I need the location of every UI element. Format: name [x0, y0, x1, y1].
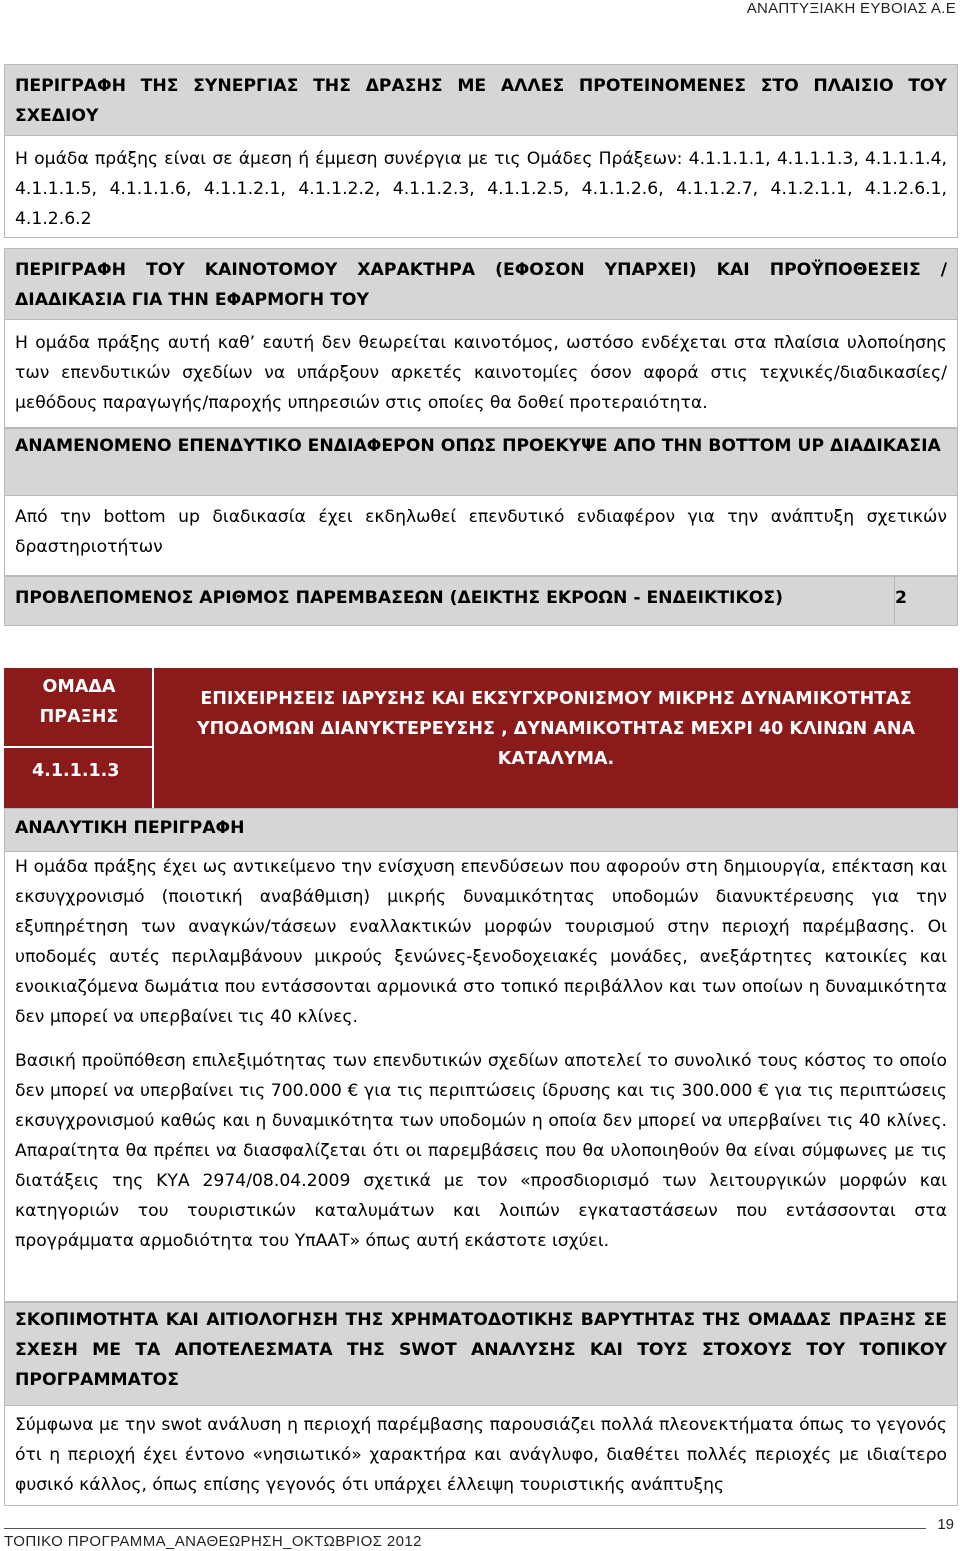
action-group-divider	[4, 746, 154, 748]
swot-heading-cell	[4, 1302, 958, 1406]
footer-text: ΤΟΠΙΚΟ ΠΡΟΓΡΑΜΜΑ_ΑΝΑΘΕΩΡΗΣΗ_ΟΚΤΩΒΡΙΟΣ 2012	[4, 1533, 422, 1550]
innovation-title: ΠΕΡΙΓΡΑΦΗ ΤΟΥ ΚΑΙΝΟΤΟΜΟΥ ΧΑΡΑΚΤΗΡΑ (ΕΦΟΣΟΝ ΥΠΑΡΧΕΙ) ΚΑΙ ΠΡΟΫΠΟΘΕΣΕΙΣ / ΔΙΑΔΙΚΑΣΙΑ ΓΙΑ ΤΗΝ ΕΦΑΡΜΟΓΗ ΤΟΥ	[15, 260, 947, 310]
synergy-text: Η ομάδα πράξης είναι σε άμεση ή έμμεση συνέργια με τις Ομάδες Πράξεων: 4.1.1.1.1, 4.1.1.1.3, 4.1.1.1.4, 4.1.1.1.5, 4.1.1.1.6, 4.1.1.2.1, 4.1.1.2.2, 4.1.1.2.3, 4.1.1.2.5, 4.1.1.2.6, 4.1.1.2.7, 4.1.2.1.1, 4.1.2.6.1, 4.1.2.6.2	[15, 149, 947, 229]
action-group-header	[4, 668, 958, 808]
innovation-heading-cell	[4, 248, 958, 320]
swot-title: ΣΚΟΠΙΜΟΤΗΤΑ ΚΑΙ ΑΙΤΙΟΛΟΓΗΣΗ ΤΗΣ ΧΡΗΜΑΤΟΔΟΤΙΚΗΣ ΒΑΡΥΤΗΤΑΣ ΤΗΣ ΟΜΑΔΑΣ ΠΡΑΞΗΣ ΣΕ ΣΧΕΣΗ ΜΕ ΤΑ ΑΠΟΤΕΛΕΣΜΑΤΑ ΤΗΣ SWOT ΑΝΑΛΥΣΗΣ ΚΑΙ ΤΟΥΣ ΣΤΟΧΟΥΣ ΤΟΥ ΤΟΠΙΚΟΥ ΠΡΟΓΡΑΜΜΑΤΟΣ	[15, 1310, 947, 1390]
description-body-cell	[4, 852, 958, 1302]
synergy-heading-cell	[4, 64, 958, 136]
description-title: ΑΝΑΛΥΤΙΚΗ ΠΕΡΙΓΡΑΦΗ	[15, 818, 245, 838]
interest-text: Από την bottom up διαδικασία έχει εκδηλωθεί επενδυτικό ενδιαφέρον για την ανάπτυξη σχετικών δραστηριοτήτων	[15, 507, 947, 557]
action-group-code: 4.1.1.1.3	[32, 761, 120, 781]
swot-text: Σύμφωνα με την swot ανάλυση η περιοχή παρέμβασης παρουσιάζει πολλά πλεονεκτήματα όπως το γεγονός ότι η περιοχή έχει έντονο «νησιωτικό» χαρακτήρα και ανάγλυφο, διαθέτει πολλές περιοχές με ιδιαίτερο φυσικό κάλλος, όπως επίσης γεγονός ότι υπάρχει έλλειψη τουριστικής ανάπτυξης	[15, 1415, 947, 1495]
swot-body-cell	[4, 1406, 958, 1506]
interest-title: ΑΝΑΜΕΝΟΜΕΝΟ ΕΠΕΝΔΥΤΙΚΟ ΕΝΔΙΑΦΕΡΟΝ ΟΠΩΣ ΠΡΟΕΚΥΨΕ ΑΠΟ ΤΗΝ BOTTOM UP ΔΙΑΔΙΚΑΣΙΑ	[15, 436, 941, 456]
innovation-text: Η ομάδα πράξης αυτή καθ’ εαυτή δεν θεωρείται καινοτόμος, ωστόσο ενδέχεται στα πλαίσια υλοποίησης των επενδυτικών σχεδίων να υπάρξουν αρκετές καινοτομίες όσον αφορά στις τεχνικές/διαδικασίες/μεθόδους παραγωγής/παροχής υπηρεσιών στις οποίες θα δοθεί προτεραιότητα.	[15, 333, 947, 413]
synergy-title: ΠΕΡΙΓΡΑΦΗ ΤΗΣ ΣΥΝΕΡΓΙΑΣ ΤΗΣ ΔΡΑΣΗΣ ΜΕ ΑΛΛΕΣ ΠΡΟΤΕΙΝΟΜΕΝΕΣ ΣΤΟ ΠΛΑΙΣΙΟ ΤΟΥ ΣΧΕΔΙΟΥ	[15, 76, 947, 126]
synergy-body-cell	[4, 136, 958, 238]
interest-heading-cell	[4, 428, 958, 496]
organization-header: ΑΝΑΠΤΥΞΙΑΚΗ ΕΥΒΟΙΑΣ Α.Ε	[746, 0, 956, 17]
interest-body-cell	[4, 496, 958, 576]
interventions-label: ΠΡΟΒΛΕΠΟΜΕΝΟΣ ΑΡΙΘΜΟΣ ΠΑΡΕΜΒΑΣΕΩΝ (ΔΕΙΚΤΗΣ ΕΚΡΟΩΝ - ΕΝΔΕΙΚΤΙΚΟΣ)	[5, 577, 895, 625]
page-number: 19	[937, 1516, 954, 1533]
description-paragraph-1: Η ομάδα πράξης έχει ως αντικείμενο την ενίσχυση επενδύσεων που αφορούν στη δημιουργία, επέκταση και εκσυγχρονισμό (ποιοτική αναβάθμιση) μικρής δυναμικότητας υποδομών διανυκτέρευσης για την εξυπηρέτηση των αναγκών/τάσεων εναλλακτικών μορφών τουρισμού στην περιοχή παρέμβασης. Οι υποδομές αυτές περιλαμβάνουν μικρούς ξενώνες-ξενοδοχειακές μονάδες, ανεξάρτητες κατοικίες και ενοικιαζόμενα δωμάτια που εντάσσονται αρμονικά στο τοπικό περιβάλλον και των οποίων η δυναμικότητα δεν μπορεί να υπερβαίνει τις 40 κλίνες.	[15, 857, 947, 1027]
interventions-value: 2	[895, 588, 907, 608]
innovation-body-cell	[4, 320, 958, 428]
description-heading-cell	[4, 808, 958, 852]
interventions-row	[4, 576, 958, 626]
action-group-title: ΕΠΙΧΕΙΡΗΣΕΙΣ ΙΔΡΥΣΗΣ ΚΑΙ ΕΚΣΥΓΧΡΟΝΙΣΜΟΥ ΜΙΚΡΗΣ ΔΥΝΑΜΙΚΟΤΗΤΑΣ ΥΠΟΔΟΜΩΝ ΔΙΑΝΥΚΤΕΡΕΥΣΗΣ , ΔΥΝΑΜΙΚΟΤΗΤΑΣ ΜΕΧΡΙ 40 ΚΛΙΝΩΝ ΑΝΑ ΚΑΤΑΛΥΜΑ.	[196, 689, 916, 769]
footer-rule	[4, 1528, 926, 1529]
description-paragraph-2: Βασική προϋπόθεση επιλεξιμότητας των επενδυτικών σχεδίων αποτελεί το συνολικό τους κόστος το οποίο δεν μπορεί να υπερβαίνει τις 700.000 € για τις περιπτώσεις ίδρυσης και τις 300.000 € για τις περιπτώσεις εκσυγχρονισμού καθώς και η δυναμικότητα των υποδομών η οποία δεν μπορεί να υπερβαίνει τις 40 κλίνες. Απαραίτητα θα πρέπει να διασφαλίζεται ότι οι παρεμβάσεις που θα υλοποιηθούν θα είναι σύμφωνες με τις διατάξεις της ΚΥΑ 2974/08.04.2009 σχετικά με τον «προσδιορισμό των λειτουργικών μορφών και κατηγοριών του τουριστικών καταλυμάτων και λοιπών εγκαταστάσεων που εντάσσονται στα προγράμματα αρμοδιότητα του ΥπΑΑΤ» όπως αυτή εκάστοτε ισχύει.	[15, 1051, 947, 1251]
action-group-id-cell	[4, 668, 154, 808]
action-group-label: ΟΜΑΔΑ ΠΡΑΞΗΣ	[39, 677, 119, 727]
